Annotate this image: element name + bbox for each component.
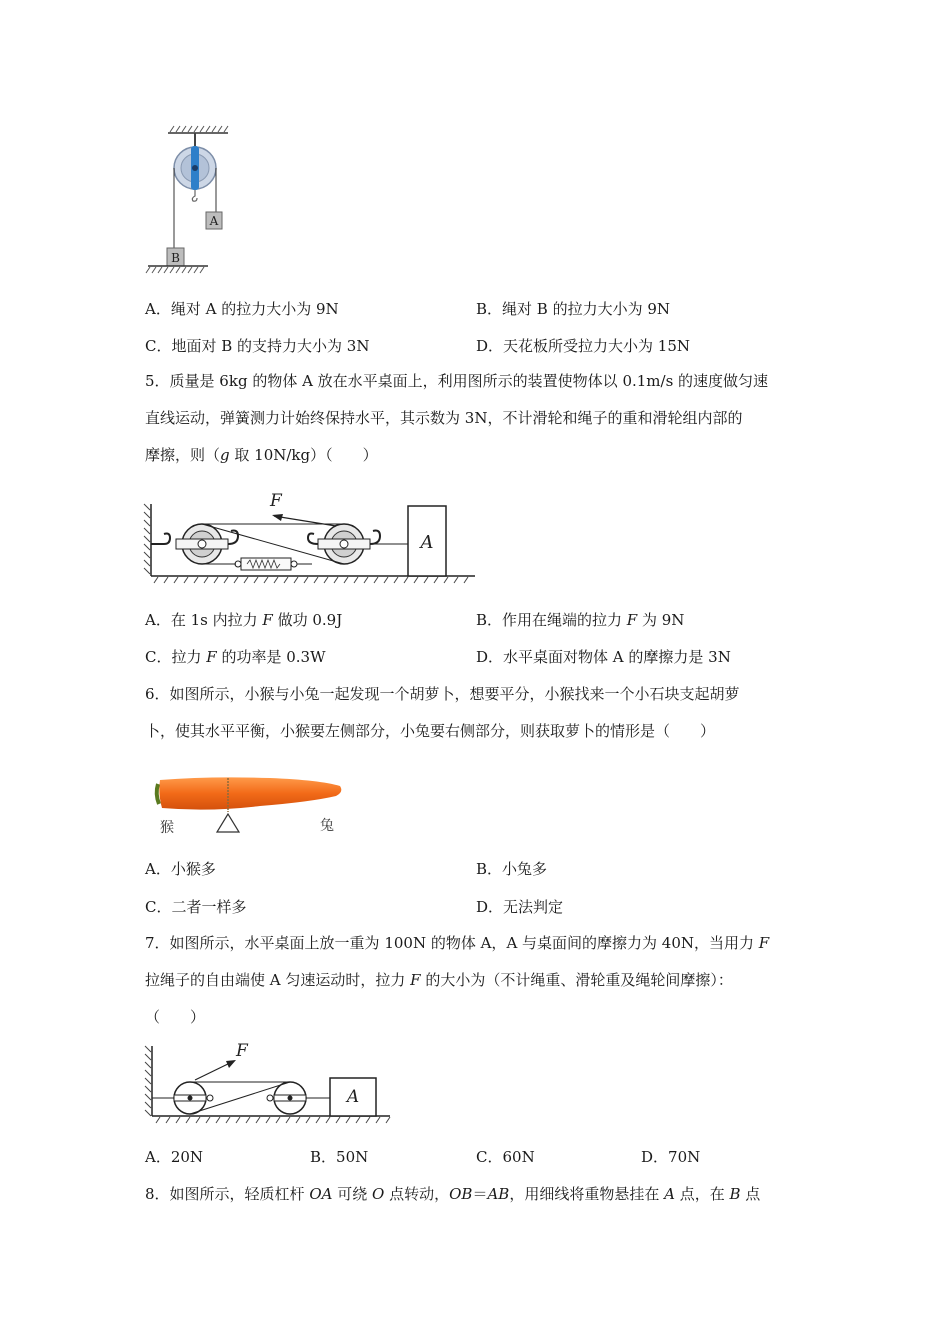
q5-fig-f-label: F <box>270 491 282 511</box>
q7-option-a: A．20N <box>145 1148 204 1166</box>
q5-option-a: A．在 1s 内拉力 F 做功 0.9J <box>145 611 343 629</box>
q6-stem-line-2: 卜，使其水平平衡，小猴要左侧部分，小兔要右侧部分，则获取萝卜的情形是（ ） <box>145 722 716 740</box>
q6-fig-rabbit-label: 兔 <box>320 818 334 834</box>
q7-option-d: D．70N <box>641 1148 701 1166</box>
q6-stem-line-1: 6．如图所示，小猴与小兔一起发现一个胡萝卜，想要平分，小猴找来一个小石块支起胡萝 <box>145 685 740 703</box>
q7-stem-line-3: （ ） <box>145 1008 206 1026</box>
q7-pulley-figure <box>140 1040 400 1126</box>
q5-stem-line-2: 直线运动，弹簧测力计始终保持水平，其示数为 3N，不计滑轮和绳子的重和滑轮组内部的 <box>145 409 743 427</box>
q5-option-b: B．作用在绳端的拉力 F 为 9N <box>476 611 685 629</box>
q6-option-b: B．小兔多 <box>476 860 548 878</box>
q5-fig-a-label: A <box>420 532 434 553</box>
q7-stem-line-1: 7．如图所示，水平桌面上放一重为 100N 的物体 A，A 与桌面间的摩擦力为 40N，当用力 F <box>145 934 770 952</box>
q8-stem-line-1: 8．如图所示，轻质杠杆 OA 可绕 O 点转动，OB＝AB，用细线将重物悬挂在 A 点，在 B 点 <box>145 1185 761 1203</box>
q5-stem-line-1: 5．质量是 6kg 的物体 A 放在水平桌面上，利用图所示的装置使物体以 0.1m/s 的速度做匀速 <box>145 372 769 390</box>
q5-option-d: D．水平桌面对物体 A 的摩擦力是 3N <box>476 648 731 666</box>
q6-carrot-figure <box>150 770 350 836</box>
q4-block-b-label: B <box>171 251 180 265</box>
q4-block-a-label: A <box>209 214 219 228</box>
q5-stem-line-3: 摩擦，则（g 取 10N/kg）（ ） <box>145 446 378 464</box>
q4-option-c: C．地面对 B 的支持力大小为 3N <box>145 337 370 355</box>
q6-option-d: D．无法判定 <box>476 898 564 916</box>
q4-pulley-figure <box>140 122 240 274</box>
q4-option-b: B．绳对 B 的拉力大小为 9N <box>476 300 671 318</box>
q6-option-c: C．二者一样多 <box>145 898 247 916</box>
q6-fig-monkey-label: 猴 <box>160 820 174 836</box>
q7-option-b: B．50N <box>310 1148 369 1166</box>
q7-option-c: C．60N <box>476 1148 535 1166</box>
q7-fig-a-label: A <box>346 1087 360 1107</box>
q6-option-a: A．小猴多 <box>145 860 216 878</box>
q5-option-c: C．拉力 F 的功率是 0.3W <box>145 648 326 666</box>
q7-fig-f-label: F <box>236 1041 248 1061</box>
q4-option-d: D．天花板所受拉力大小为 15N <box>476 337 691 355</box>
q4-option-a: A．绳对 A 的拉力大小为 9N <box>145 300 339 318</box>
q7-stem-line-2: 拉绳子的自由端使 A 匀速运动时，拉力 F 的大小为（不计绳重、滑轮重及绳轮间摩擦）： <box>145 971 733 989</box>
q5-pulley-figure <box>140 482 480 590</box>
